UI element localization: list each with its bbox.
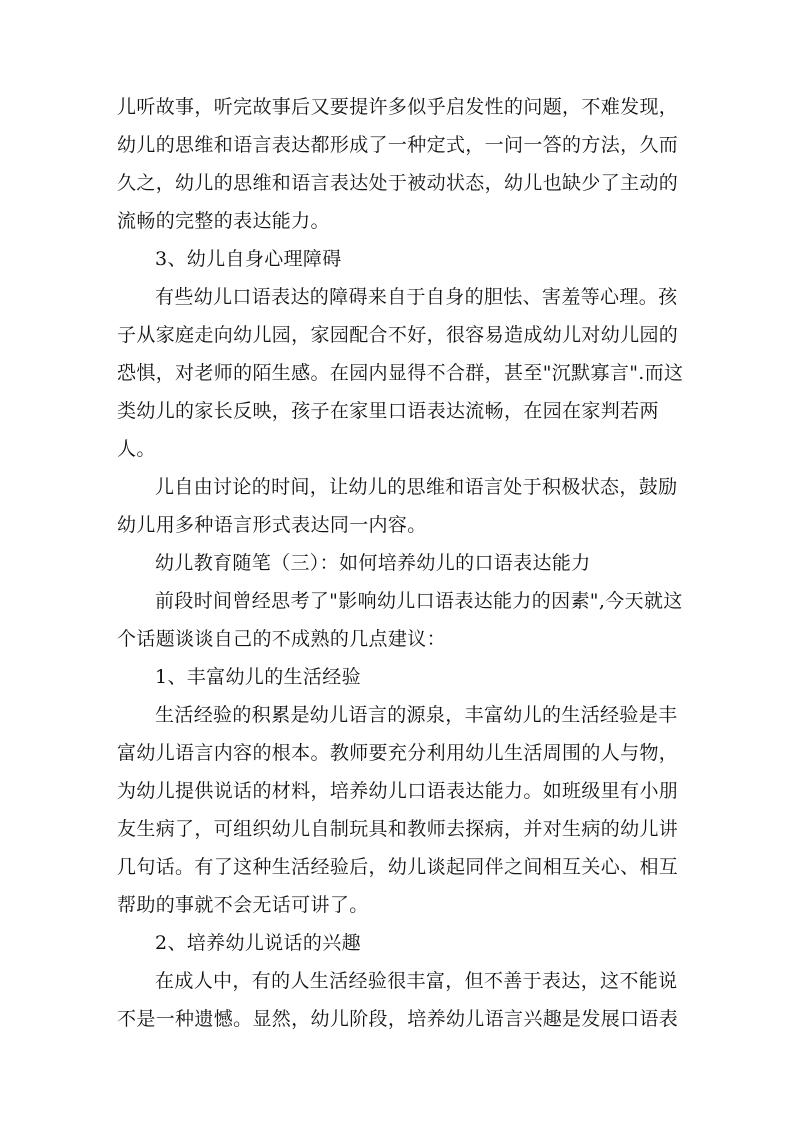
text-line: 幼儿的思维和语言表达都形成了一种定式，一问一答的方法，久而: [117, 134, 679, 156]
text-line: 生活经验的积累是幼儿语言的源泉，丰富幼儿的生活经验是丰: [155, 704, 678, 726]
text-line: 有些幼儿口语表达的障碍来自于自身的胆怯、害羞等心理。孩: [155, 286, 678, 308]
text-line: 儿听故事，听完故事后又要提许多似乎启发性的问题，不难发现，: [117, 96, 679, 118]
text-line: 友生病了，可组织幼儿自制玩具和教师去探病，并对生病的幼儿讲: [117, 818, 679, 840]
text-line: 2、培养幼儿说话的兴趣: [155, 932, 361, 954]
text-line: 类幼儿的家长反映，孩子在家里口语表达流畅，在园在家判若两: [117, 400, 659, 422]
text-line: 子从家庭走向幼儿园，家园配合不好，很容易造成幼儿对幼儿园的: [117, 324, 679, 346]
text-line: 幼儿用多种语言形式表达同一内容。: [117, 514, 427, 536]
text-line: 为幼儿提供说话的材料，培养幼儿口语表达能力。如班级里有小朋: [117, 780, 679, 802]
text-line: 帮助的事就不会无话可讲了。: [117, 894, 369, 916]
text-line: 幼儿教育随笔（三）：如何培养幼儿的口语表达能力: [155, 552, 591, 574]
text-line: 在成人中，有的人生活经验很丰富，但不善于表达，这不能说: [155, 970, 678, 992]
text-line: 流畅的完整的表达能力。: [117, 210, 330, 232]
text-line: 个话题谈谈自己的不成熟的几点建议：: [117, 628, 446, 650]
text-line: 久之，幼儿的思维和语言表达处于被动状态，幼儿也缺少了主动的: [117, 172, 679, 194]
text-line: 人。: [117, 438, 156, 460]
text-line: 前段时间曾经思考了"影响幼儿口语表达能力的因素",今天就这: [155, 590, 683, 612]
text-line: 儿自由讨论的时间，让幼儿的思维和语言处于积极状态，鼓励: [155, 476, 678, 498]
text-line: 几句话。有了这种生活经验后，幼儿谈起同伴之间相互关心、相互: [117, 856, 679, 878]
text-line: 3、幼儿自身心理障碍: [155, 248, 342, 270]
text-line: 恐惧，对老师的陌生感。在园内显得不合群，甚至"沉默寡言".而这: [117, 362, 684, 384]
text-line: 富幼儿语言内容的根本。教师要充分利用幼儿生活周围的人与物，: [117, 742, 679, 764]
document-body: [117, 88, 688, 1038]
text-line: 不是一种遗憾。显然，幼儿阶段，培养幼儿语言兴趣是发展口语表: [117, 1008, 679, 1030]
text-line: 1、丰富幼儿的生活经验: [155, 666, 361, 688]
